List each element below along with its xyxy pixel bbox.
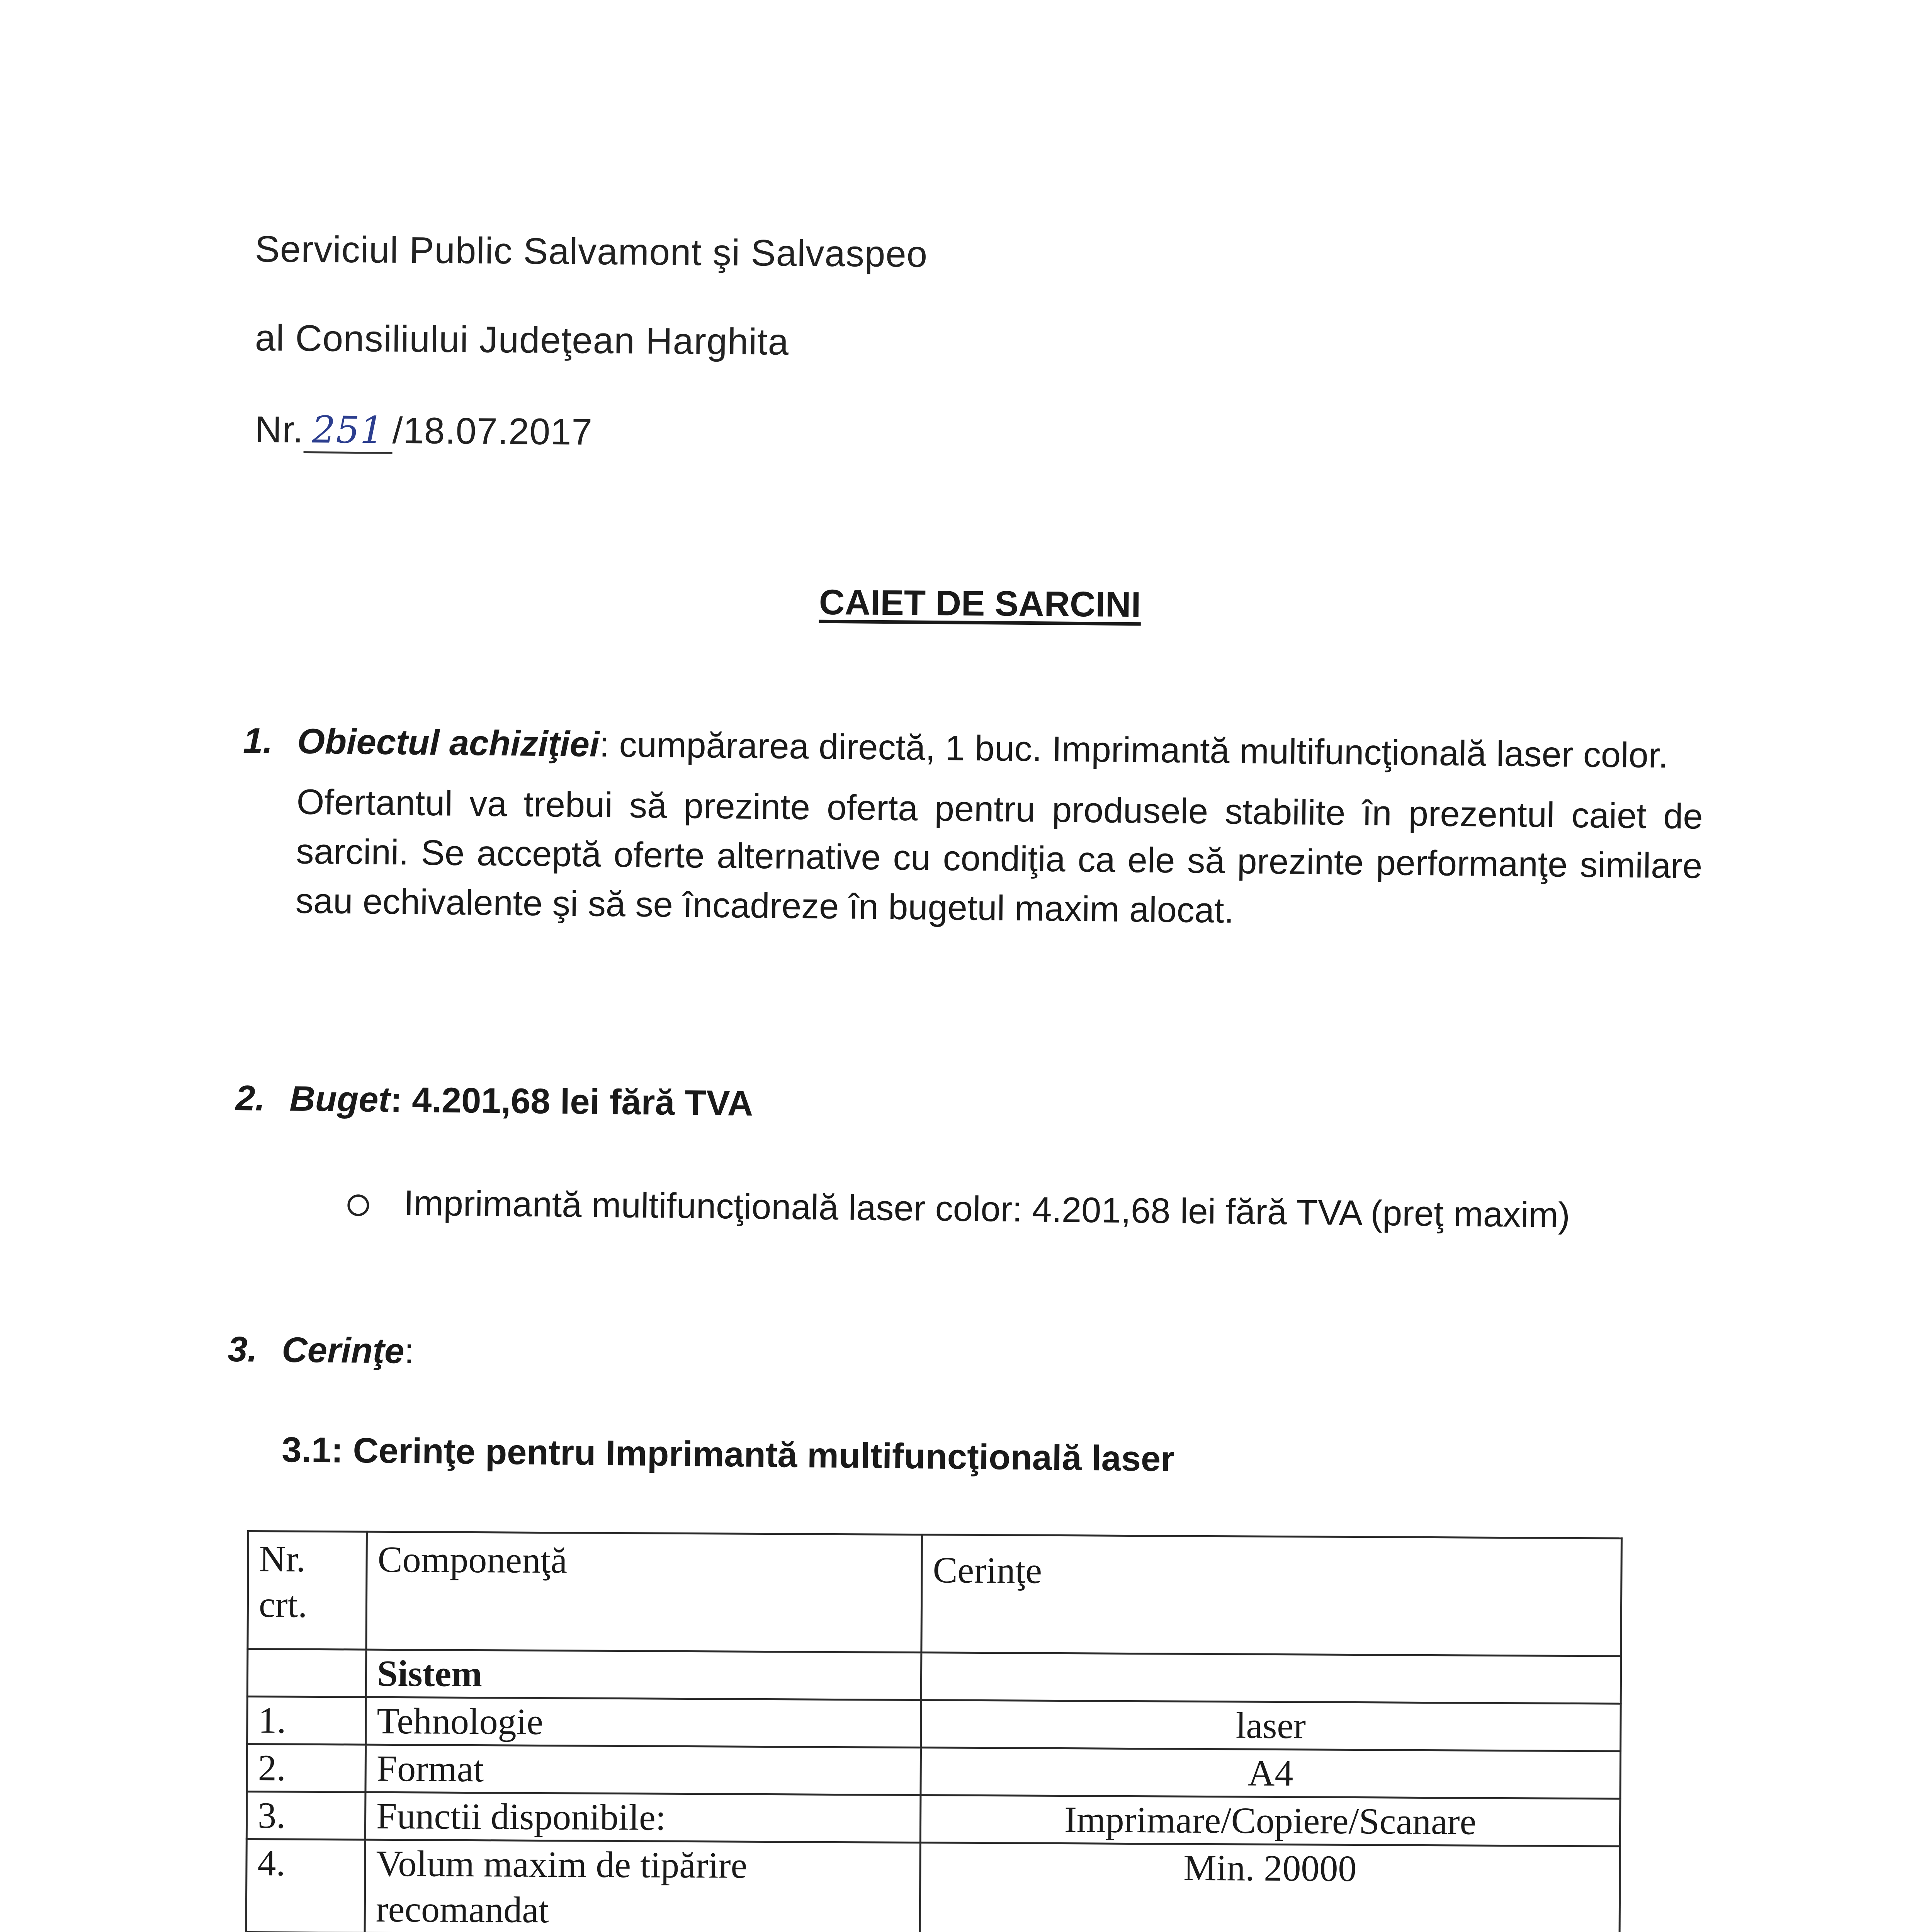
table-row bbox=[247, 1744, 1621, 1799]
group-label-sistem: Sistem bbox=[366, 1650, 921, 1700]
table-row bbox=[246, 1792, 1620, 1847]
registration-number bbox=[255, 408, 593, 456]
row-nr: 4. bbox=[246, 1839, 365, 1932]
table-row bbox=[246, 1839, 1620, 1932]
section-3 bbox=[228, 1329, 415, 1372]
subsection-3-1-title: 3.1: Cerinţe pentru Imprimantă multifuncţională laser bbox=[281, 1430, 1175, 1479]
row-component: Functii disponibile: bbox=[365, 1792, 921, 1843]
requirements-table bbox=[243, 1530, 1623, 1932]
header-nr: Nr. crt. bbox=[248, 1531, 367, 1650]
org-name-line1: Serviciul Public Salvamont şi Salvaspeo bbox=[255, 228, 928, 275]
section-2 bbox=[235, 1078, 1704, 1134]
row-requirement: Min. 20000 bbox=[920, 1843, 1620, 1932]
row-requirement: Imprimare/Copiere/Scanare bbox=[920, 1795, 1620, 1846]
handwritten-number: 251 bbox=[303, 408, 393, 454]
document-title: CAIET DE SARCINI bbox=[819, 582, 1141, 625]
section-1-label: Obiectul achiziţiei bbox=[297, 721, 600, 764]
header-requirement: Cerinţe bbox=[921, 1535, 1622, 1656]
row-component: Tehnologie bbox=[366, 1697, 921, 1748]
budget-bullet-text: Imprimantă multifuncţională laser color: 4.201,68 lei fără TVA (preţ maxim) bbox=[403, 1183, 1570, 1235]
row-requirement: laser bbox=[921, 1700, 1621, 1751]
group-row-sistem bbox=[247, 1649, 1621, 1704]
budget-bullet bbox=[347, 1182, 1570, 1236]
section-2-number: 2. bbox=[235, 1078, 265, 1118]
section-2-label: Buget bbox=[289, 1079, 391, 1120]
section-3-colon: : bbox=[404, 1331, 415, 1371]
table-row bbox=[247, 1697, 1621, 1752]
section-2-value: : 4.201,68 lei fără TVA bbox=[390, 1080, 753, 1124]
org-name-line2: al Consiliului Judeţean Harghita bbox=[255, 317, 789, 363]
nr-prefix: Nr. bbox=[255, 409, 304, 451]
section-1-number: 1. bbox=[243, 721, 273, 761]
row-component: Format bbox=[365, 1745, 921, 1795]
section-3-number: 3. bbox=[227, 1330, 258, 1369]
row-component: Volum maxim de tipărire recomandat bbox=[365, 1840, 920, 1932]
section-1-paragraph: Ofertantul va trebui să prezinte oferta pentru produsele stabilite în prezentul caiet de sarcini. Se acceptă oferte alternative cu condiţia ca ele să prezinte performanţe similare sau echivalente şi să se încadreze în bugetul maxim alocat. bbox=[295, 782, 1703, 930]
row-nr: 3. bbox=[246, 1792, 365, 1840]
nr-date: /18.07.2017 bbox=[392, 410, 593, 453]
header-component: Componenţă bbox=[366, 1532, 922, 1653]
bullet-circle-icon bbox=[347, 1194, 369, 1216]
section-1-text: : cumpărarea directă, 1 buc. Imprimantă multifuncţională laser color. bbox=[599, 724, 1669, 776]
row-nr: 2. bbox=[247, 1744, 366, 1793]
row-requirement: A4 bbox=[921, 1748, 1621, 1799]
section-1 bbox=[241, 721, 1703, 940]
table-header-row bbox=[248, 1531, 1622, 1656]
row-nr: 1. bbox=[247, 1697, 366, 1745]
section-3-label: Cerinţe bbox=[281, 1330, 404, 1371]
